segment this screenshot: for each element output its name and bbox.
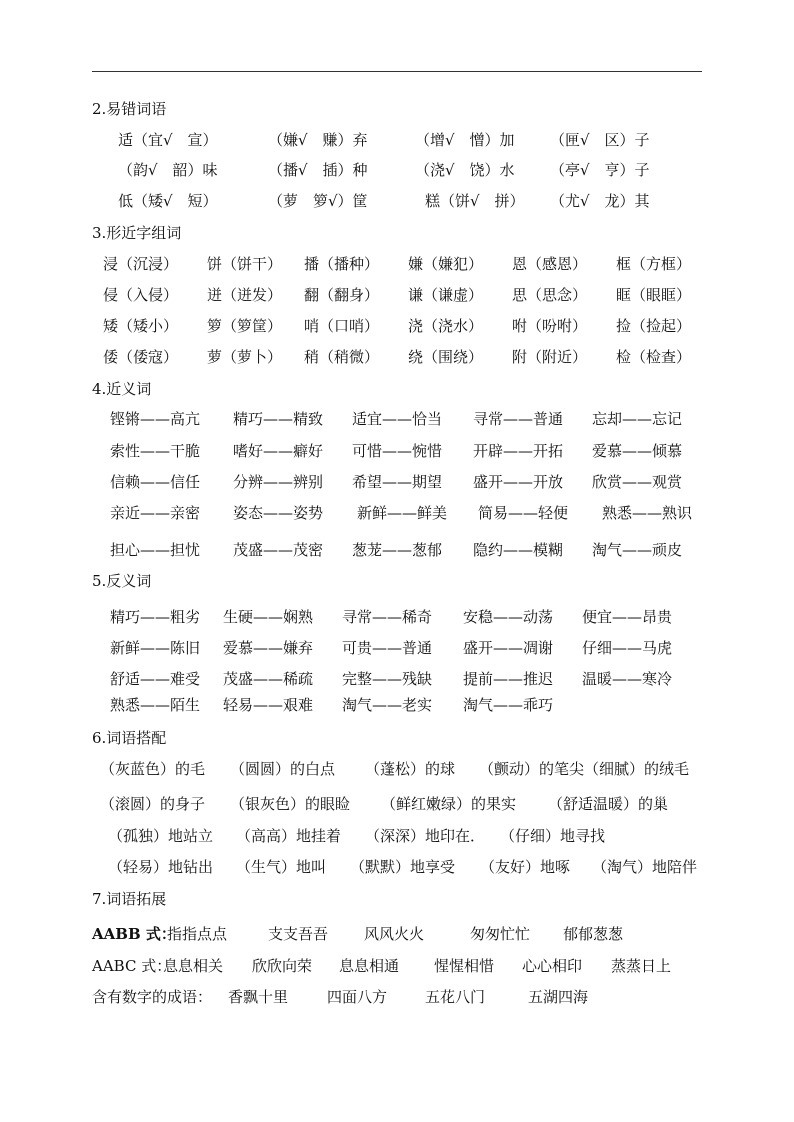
- word-item: 息息相关: [163, 957, 224, 975]
- word-item: 姿态——姿势: [233, 504, 324, 522]
- word-row: [0, 190, 794, 212]
- word-item: 倭（倭寇）: [103, 348, 179, 366]
- word-item: （尤√ 龙）其: [550, 192, 650, 210]
- word-item: 生硬——娴熟: [223, 608, 314, 626]
- word-item: 淘气——老实: [342, 696, 433, 714]
- word-item: 嫌（嫌犯）: [408, 255, 484, 273]
- word-item: 四面八方: [327, 988, 388, 1006]
- word-item: （滚圆）的身子: [100, 795, 206, 813]
- word-item: 恩（感恩）: [512, 255, 588, 273]
- word-row: [0, 159, 794, 181]
- word-item: 咐（吩咐）: [512, 317, 588, 335]
- word-item: 仔细——马虎: [582, 639, 673, 657]
- word-item: 思（思念）: [512, 286, 588, 304]
- word-item: 轻易——艰难: [223, 696, 314, 714]
- word-item: 匆匆忙忙: [470, 925, 531, 943]
- word-row: [0, 825, 794, 847]
- word-item: （亭√ 亨）子: [550, 161, 650, 179]
- word-item: 爱慕——倾慕: [592, 442, 683, 460]
- section-heading: 3.形近字组词: [92, 224, 182, 242]
- word-item: 完整——残缺: [342, 670, 433, 688]
- word-item: 绕（围绕）: [408, 348, 484, 366]
- word-item: （深深）地印在．: [365, 827, 486, 845]
- word-item: 欣赏——观赏: [592, 473, 683, 491]
- word-item: 箩（箩筐）: [207, 317, 283, 335]
- word-item: 可贵——普通: [342, 639, 433, 657]
- word-item: 低（矮√ 短）: [118, 192, 218, 210]
- word-item: （轻易）地钻出: [108, 858, 214, 876]
- word-row: [0, 637, 794, 659]
- word-row: [0, 793, 794, 815]
- word-item: 可惜——惋惜: [352, 442, 443, 460]
- section-heading: 6.词语搭配: [92, 729, 167, 747]
- word-item: 温暖——寒冷: [582, 670, 673, 688]
- word-item: 息息相通: [339, 957, 400, 975]
- word-item: 安稳——动荡: [463, 608, 554, 626]
- word-item: （生气）地叫: [236, 858, 327, 876]
- word-row: [0, 502, 794, 524]
- word-item: 附（附近）: [512, 348, 588, 366]
- word-item: （颤动）的笔尖（细腻）的绒毛: [479, 760, 690, 778]
- word-item: 翻（翻身）: [304, 286, 380, 304]
- word-item: 精巧——粗劣: [110, 608, 201, 626]
- word-item: （友好）地啄: [480, 858, 571, 876]
- word-item: 熟悉——陌生: [110, 696, 201, 714]
- word-row: [0, 955, 794, 977]
- word-row: [0, 856, 794, 878]
- word-item: 简易——轻便: [478, 504, 569, 522]
- word-item: 萝（萝卜）: [207, 348, 283, 366]
- word-row: [0, 668, 794, 690]
- word-item: 风风火火: [364, 925, 425, 943]
- word-item: 适宜——恰当: [352, 410, 443, 428]
- word-item: 惺惺相惜: [434, 957, 495, 975]
- word-item: 稍（稍微）: [304, 348, 380, 366]
- word-item: 提前——推迟: [463, 670, 554, 688]
- word-item: 五花八门: [425, 988, 486, 1006]
- word-item: 捡（捡起）: [616, 317, 692, 335]
- word-item: 框（方框）: [616, 255, 692, 273]
- word-item: 播（播种）: [304, 255, 380, 273]
- word-item: 盛开——开放: [473, 473, 564, 491]
- row-label: AABB 式：: [92, 925, 176, 943]
- word-row: [0, 346, 794, 368]
- word-item: 香飘十里: [228, 988, 289, 1006]
- word-item: 新鲜——陈旧: [110, 639, 201, 657]
- section-heading: 4.近义词: [92, 380, 152, 398]
- word-row: [0, 539, 794, 561]
- word-item: 忘却——忘记: [592, 410, 683, 428]
- word-item: 糕（饼√ 拼）: [425, 192, 525, 210]
- word-row: [0, 606, 794, 628]
- word-item: 支支吾吾: [268, 925, 329, 943]
- word-item: （浇√ 饶）水: [415, 161, 515, 179]
- word-item: 舒适——难受: [110, 670, 201, 688]
- word-item: 分辨——辨别: [233, 473, 324, 491]
- section-heading: 7.词语拓展: [92, 890, 167, 908]
- word-row: [0, 694, 794, 716]
- word-item: （韵√ 韶）味: [118, 161, 218, 179]
- word-item: 信赖——信任: [110, 473, 201, 491]
- word-item: 爱慕——嫌弃: [223, 639, 314, 657]
- word-row: [0, 315, 794, 337]
- word-item: （萝 箩√）筐: [268, 192, 368, 210]
- word-item: 侵（入侵）: [103, 286, 179, 304]
- word-item: 隐约——模糊: [473, 541, 564, 559]
- section-heading: 5.反义词: [92, 572, 152, 590]
- word-item: （灰蓝色）的毛: [100, 760, 206, 778]
- word-item: 盛开——凋谢: [463, 639, 554, 657]
- word-item: （仔细）地寻找: [500, 827, 606, 845]
- word-item: 指指点点: [167, 925, 228, 943]
- word-item: （蓬松）的球: [365, 760, 456, 778]
- word-item: 新鲜——鲜美: [357, 504, 448, 522]
- word-item: 谦（谦虚）: [408, 286, 484, 304]
- word-item: （默默）地享受: [350, 858, 456, 876]
- word-item: （嫌√ 赚）弃: [268, 131, 368, 149]
- word-item: 饼（饼干）: [207, 255, 283, 273]
- word-row: [0, 986, 794, 1008]
- word-item: （淘气）地陪伴: [592, 858, 698, 876]
- word-item: 淘气——顽皮: [592, 541, 683, 559]
- word-item: （孤独）地站立: [108, 827, 214, 845]
- word-item: 五湖四海: [528, 988, 589, 1006]
- word-row: [0, 408, 794, 430]
- word-item: 葱茏——葱郁: [352, 541, 443, 559]
- word-item: （舒适温暖）的巢: [548, 795, 669, 813]
- word-item: 浇（浇水）: [408, 317, 484, 335]
- word-item: 欣欣向荣: [252, 957, 313, 975]
- word-item: 茂盛——稀疏: [223, 670, 314, 688]
- section-heading: 2.易错词语: [92, 100, 167, 118]
- word-item: 检（检查）: [616, 348, 692, 366]
- word-row: [0, 923, 794, 945]
- word-item: 心心相印: [522, 957, 583, 975]
- word-item: （匣√ 区）子: [550, 131, 650, 149]
- word-row: [0, 758, 794, 780]
- word-item: （圆圆）的白点: [230, 760, 336, 778]
- word-item: 矮（矮小）: [103, 317, 179, 335]
- word-item: （银灰色）的眼睑: [230, 795, 351, 813]
- word-item: 亲近——亲密: [110, 504, 201, 522]
- word-item: 哨（口哨）: [304, 317, 380, 335]
- word-item: 索性——干脆: [110, 442, 201, 460]
- word-item: 希望——期望: [352, 473, 443, 491]
- word-item: 嗜好——癖好: [233, 442, 324, 460]
- word-item: （高高）地挂着: [236, 827, 342, 845]
- word-item: 便宜——昂贵: [582, 608, 673, 626]
- word-item: 寻常——普通: [473, 410, 564, 428]
- word-item: 迸（迸发）: [207, 286, 283, 304]
- word-item: 淘气——乖巧: [463, 696, 554, 714]
- word-item: 眶（眼眶）: [616, 286, 692, 304]
- row-label: 含有数字的成语：: [92, 988, 213, 1006]
- word-row: [0, 129, 794, 151]
- word-item: 蒸蒸日上: [611, 957, 672, 975]
- word-item: 熟悉——熟识: [602, 504, 693, 522]
- word-item: 开辟——开拓: [473, 442, 564, 460]
- word-row: [0, 471, 794, 493]
- word-item: 适（宜√ 宣）: [118, 131, 218, 149]
- word-row: [0, 440, 794, 462]
- word-item: 茂盛——茂密: [233, 541, 324, 559]
- word-row: [0, 284, 794, 306]
- word-item: 寻常——稀奇: [342, 608, 433, 626]
- word-item: 精巧——精致: [233, 410, 324, 428]
- row-label: AABC 式：: [92, 957, 172, 975]
- word-item: 铿锵——高亢: [110, 410, 201, 428]
- word-item: 郁郁葱葱: [563, 925, 624, 943]
- top-divider: [92, 71, 702, 72]
- word-row: [0, 253, 794, 275]
- word-item: 担心——担忧: [110, 541, 201, 559]
- word-item: （增√ 憎）加: [415, 131, 515, 149]
- word-item: 浸（沉浸）: [103, 255, 179, 273]
- word-item: （鲜红嫩绿）的果实: [381, 795, 517, 813]
- word-item: （播√ 插）种: [268, 161, 368, 179]
